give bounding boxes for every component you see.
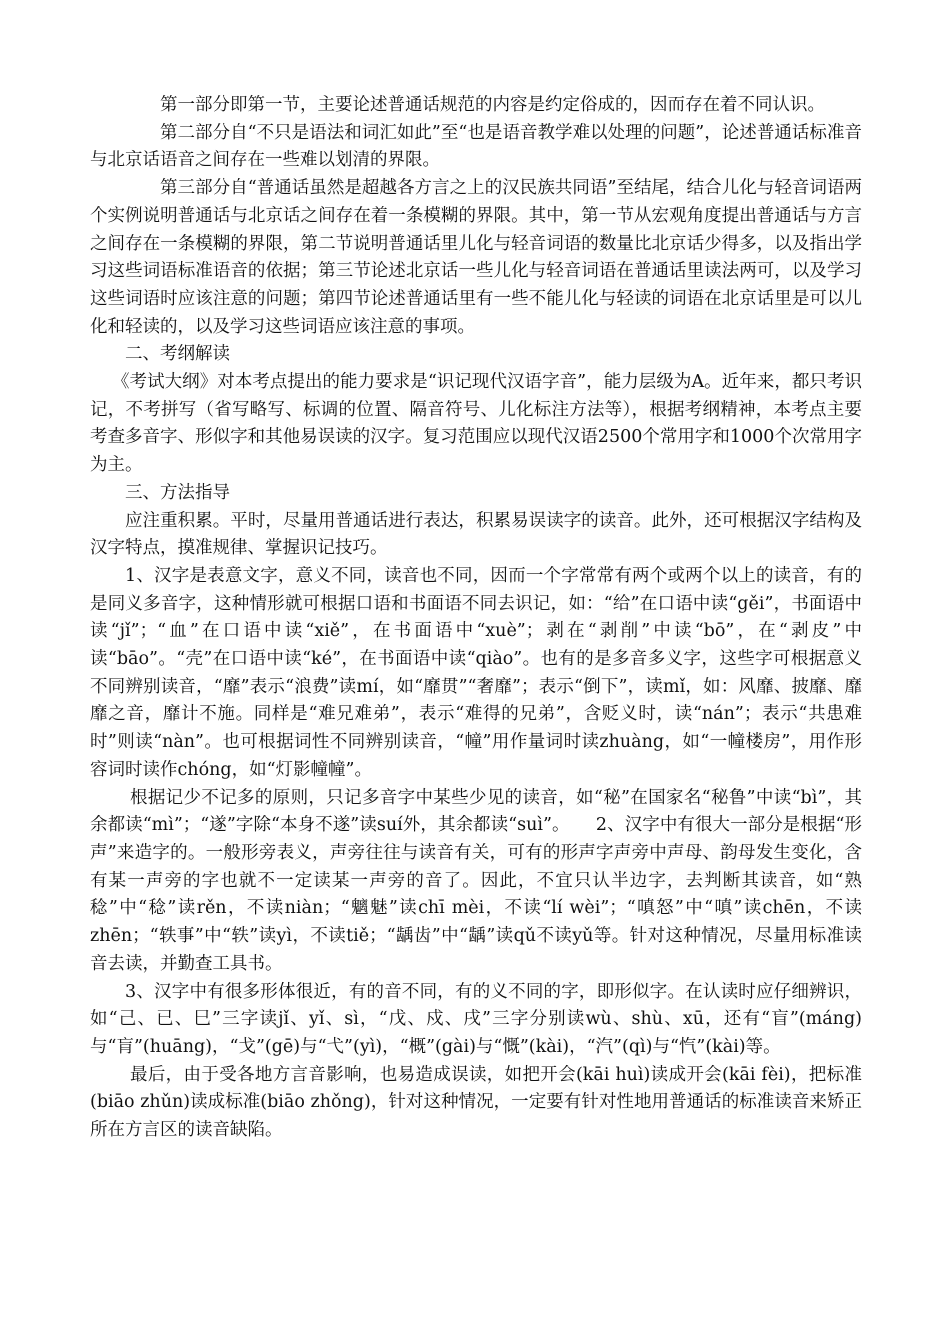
section-heading-syllabus: 二、考纲解读	[125, 344, 230, 365]
paragraph-part-two: 第二部分自“不只是语法和词汇如此”至“也是语音教学难以处理的问题”，论述普通话标准音与北京话语音之间存在一些难以划清的界限。	[90, 122, 862, 171]
paragraph-part-one: 第一部分即第一节，主要论述普通话规范的内容是约定俗成的，因而存在着不同认识。	[160, 95, 825, 115]
paragraph-similar-shape: 3、汉字中有很多形体很近，有的音不同，有的义不同的字，即形似字。在认读时应仔细辨识，如“己、已、巳”三字读jǐ、yǐ、sì，“戊、戍、戌”三字分别读wù、shù、xū，还有“盲”(máng)与“肓”(huāng)，“戈”(gē)与“弋”(yì)，“概”(gài)与“慨”(kài)，“汽”(qì)与“忾”(kài)等。	[90, 981, 862, 1057]
paragraph-dialect: 最后，由于受各地方言音影响，也易造成误读，如把开会(kāi huì)读成开会(kāi fèi)，把标准(biāo zhǔn)读成标准(biāo zhǒng)，针对这种情况，一定要有针对性地用普通话的标准读音来矫正所在方言区的读音缺陷。	[90, 1064, 862, 1141]
paragraph-syllabus: 《考试大纲》对本考点提出的能力要求是“识记现代汉语字音”，能力层级为A。近年来，都只考识记，不考拼写（省写略写、标调的位置、隔音符号、儿化标注方法等），根据考纲精神，本考点主要考查多音字、形似字和其他易误读的汉字。复习范围应以现代汉语2500个常用字和1000个次常用字为主。	[90, 372, 862, 476]
paragraph-polyphonic: 1、汉字是表意文字，意义不同，读音也不同，因而一个字常常有两个或两个以上的读音，有的是同义多音字，这种情形就可根据口语和书面语不同去识记，如：“给”在口语中读“gěi”，书面语中读“jǐ”；“血”在口语中读“xiě”，在书面语中“xuè”；剥在“剥削”中读“bō”，在“剥皮”中读“bāo”。“壳”在口语中读“ké”，在书面语中读“qiào”。也有的是多音多义字，这些字可根据意义不同辨别读音，“靡”表示“浪费”读mí，如“靡贯”“奢靡”；表示“倒下”，读mǐ，如：风靡、披靡、靡靡之音，靡计不施。同样是“难兄难弟”，表示“难得的兄弟”，含贬义时，读“nán”；表示“共患难时”则读“nàn”。也可根据词性不同辨别读音，“幢”用作量词时读zhuàng，如“一幢楼房”，用作形容词时读作chóng，如“灯影幢幢”。	[90, 565, 862, 780]
paragraph-phonetic-compound: 根据记少不记多的原则，只记多音字中某些少见的读音，如“秘”在国家名“秘鲁”中读“bì”，其余都读“mì”；“遂”字除“本身不遂”读suí外，其余都读“suì”。 2、汉字中有很大一部分是根据“形声”来造字的。一般形旁表义，声旁往往与读音有关，可有的形声字声旁中声母、韵母发生变化，含有某一声旁的字也就不一定读某一声旁的音了。因此，不宜只认半边字，去判断其读音，如“熟稔”中“稔”读rěn，不读niàn；“魑魅”读chī mèi，不读“lí wèi”；“嗔怒”中“嗔”读chēn，不读zhēn；“轶事”中“轶”读yì，不读tiě；“龋齿”中“龋”读qǔ不读yǔ等。针对这种情况，尽量用标准读音去读，并勤查工具书。	[90, 787, 862, 974]
paragraph-part-three: 第三部分自“普通话虽然是超越各方言之上的汉民族共同语”至结尾，结合儿化与轻音词语两个实例说明普通话与北京话之间存在着一条模糊的界限。其中，第一节从宏观角度提出普通话与方言之间存在一条模糊的界限，第二节说明普通话里儿化与轻音词语的数量比北京话少得多，以及指出学习这些词语标准语音的依据；第三节论述北京话一些儿化与轻音词语在普通话里读法两可，以及学习这些词语时应该注意的问题；第四节论述普通话里有一些不能儿化与轻读的词语在北京话里是可以儿化和轻读的，以及学习这些词语应该注意的事项。	[90, 178, 862, 337]
document-body	[90, 92, 862, 1145]
section-heading-method: 三、方法指导	[125, 482, 230, 503]
paragraph-method-intro: 应注重积累。平时，尽量用普通话进行表达，积累易误读字的读音。此外，还可根据汉字结构及汉字特点，摸准规律、掌握识记技巧。	[90, 510, 862, 559]
